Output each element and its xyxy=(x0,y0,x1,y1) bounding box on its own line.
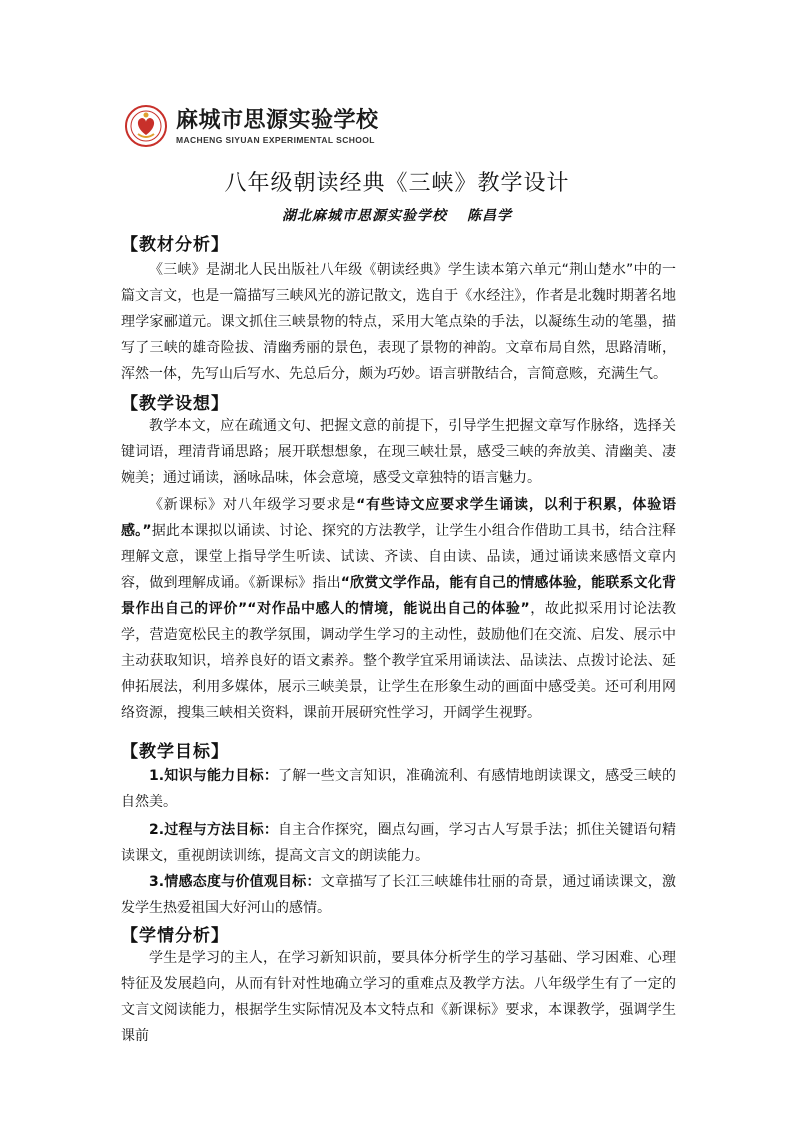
section-heading-material-analysis: 【教材分析】 xyxy=(121,235,229,255)
goal-item xyxy=(121,763,676,815)
section-heading-teaching-goals: 【教学目标】 xyxy=(121,742,229,762)
author-school: 湖北麻城市思源实验学校 xyxy=(282,208,447,224)
p2-text-c: 据此本课拟以诵读、讨论、探究的方法教学，让学生小组合作借助工具书，结合注释理解文意，课堂上指导学生听读、试读、齐读、自由读、品读，通过诵读来感悟文章内容，做到理解成诵。《新课标》指出 xyxy=(121,523,677,591)
school-emblem-icon xyxy=(124,104,168,148)
student-analysis-paragraph: 学生是学习的主人，在学习新知识前，要具体分析学生的学习基础、学习困难、心理特征及发展趋向，从而有针对性地确立学习的重难点及教学方法。八年级学生有了一定的文言文阅读能力，根据学生实际情况及本文特点和《新课标》要求，本课教学，强调学生课前 xyxy=(121,950,676,1044)
section-heading-student-analysis: 【学情分析】 xyxy=(121,926,229,946)
goal-label: 3.情感态度与价值观目标： xyxy=(149,874,321,890)
section-heading-teaching-design: 【教学设想】 xyxy=(121,394,229,414)
p2-text-a: 《新课标》对八年级学习要求是 xyxy=(149,497,357,513)
school-name-en: MACHENG SIYUAN EXPERIMENTAL SCHOOL xyxy=(176,134,375,145)
goal-item xyxy=(121,817,676,869)
material-analysis-paragraph: 《三峡》是湖北人民出版社八年级《朝读经典》学生读本第六单元“荆山楚水”中的一篇文言文，也是一篇描写三峡风光的游记散文，选自于《水经注》，作者是北魏时期著名地理学家郦道元。课文抓住三峡景物的特点，采用大笔点染的手法，以凝练生动的笔墨，描写了三峡的雄奇险拔、清幽秀丽的景色，表现了景物的神韵。文章布局自然，思路清晰，浑然一体，先写山后写水、先总后分，颇为巧妙。语言骈散结合，言简意赅，充满生气。 xyxy=(121,262,676,382)
teaching-design-paragraph-2 xyxy=(121,492,676,726)
goal-text: 自主合作探究，圈点勾画，学习古人写景手法；抓住关键语句精读课文，重视朗读训练，提高文言文的朗读能力。 xyxy=(121,822,676,864)
goal-text: 文章描写了长江三峡雄伟壮丽的奇景，通过诵读课文，激发学生热爱祖国大好河山的感情。 xyxy=(121,874,677,916)
document-title: 八年级朝读经典《三峡》教学设计 xyxy=(224,171,570,196)
goal-label: 2.过程与方法目标： xyxy=(149,822,279,838)
author-line xyxy=(0,205,794,225)
author-name: 陈昌学 xyxy=(467,208,512,224)
goal-text: 了解一些文言知识，准确流利、有感情地朗读课文，感受三峡的自然美。 xyxy=(121,768,676,810)
goal-item xyxy=(121,869,676,921)
goal-label: 1.知识与能力目标： xyxy=(149,768,279,784)
p2-text-e: ，故此拟采用讨论法教学，营造宽松民主的教学氛围，调动学生学习的主动性，鼓励他们在交流、启发、展示中主动获取知识，培养良好的语文素养。整个教学宜采用诵读法、品读法、点拨讨论法、延伸拓展法，利用多媒体，展示三峡美景，让学生在形象生动的画面中感受美。还可利用网络资源，搜集三峡相关资料，课前开展研究性学习，开阔学生视野。 xyxy=(121,601,676,721)
teaching-design-paragraph-1: 教学本文，应在疏通文句、把握文意的前提下，引导学生把握文章写作脉络，选择关键词语，理清背诵思路；展开联想想象，在现三峡壮景，感受三峡的奔放美、清幽美、凄婉美；通过诵读，涵咏品味，体会意境，感受文章独特的语言魅力。 xyxy=(121,418,676,486)
school-logo xyxy=(124,104,379,148)
p2-bold-quote-1: “有些诗文应要求学生诵读，以利于积累，体验语感。” xyxy=(121,497,677,539)
school-name-cn: 麻城市思源实验学校 xyxy=(176,107,379,133)
p2-bold-quote-2: “欣赏文学作品，能有自己的情感体验，能联系文化背景作出自己的评价”“对作品中感人的情境，能说出自己的体验” xyxy=(121,575,677,617)
